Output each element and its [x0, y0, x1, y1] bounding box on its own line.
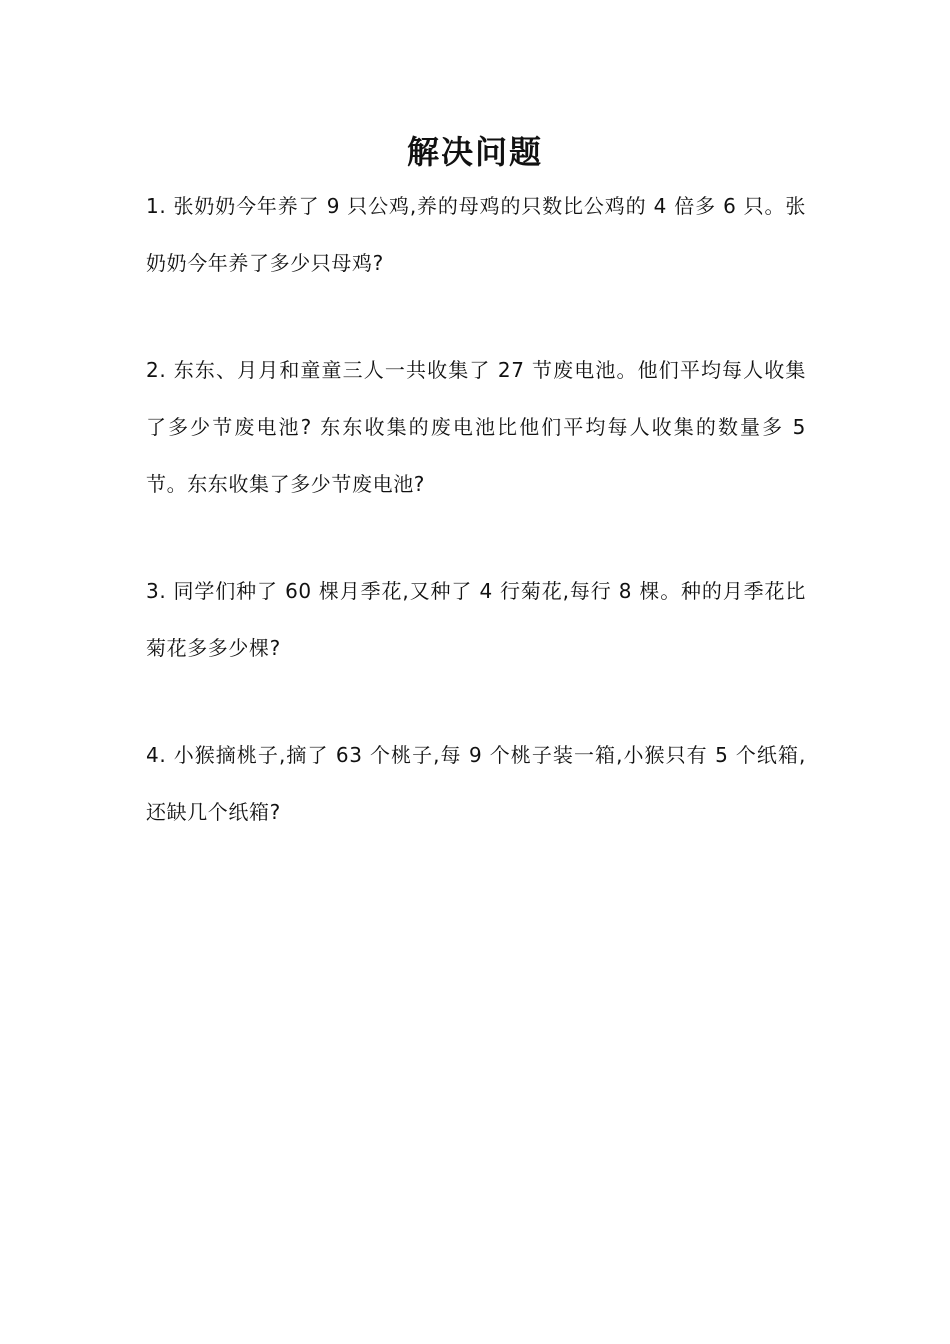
problem-2: 2. 东东、月月和童童三人一共收集了 27 节废电池。他们平均每人收集了多少节废电池? 东东收集的废电池比他们平均每人收集的数量多 5 节。东东收集了多少节废电池?: [146, 358, 806, 496]
page-title: 解决问题: [406, 133, 543, 171]
problem-1: 1. 张奶奶今年养了 9 只公鸡,养的母鸡的只数比公鸡的 4 倍多 6 只。张奶奶今年养了多少只母鸡?: [146, 194, 806, 275]
problem-4: 4. 小猴摘桃子,摘了 63 个桃子,每 9 个桃子装一箱,小猴只有 5 个纸箱,还缺几个纸箱?: [146, 743, 806, 824]
problem-3: 3. 同学们种了 60 棵月季花,又种了 4 行菊花,每行 8 棵。种的月季花比菊花多多少棵?: [146, 579, 806, 660]
